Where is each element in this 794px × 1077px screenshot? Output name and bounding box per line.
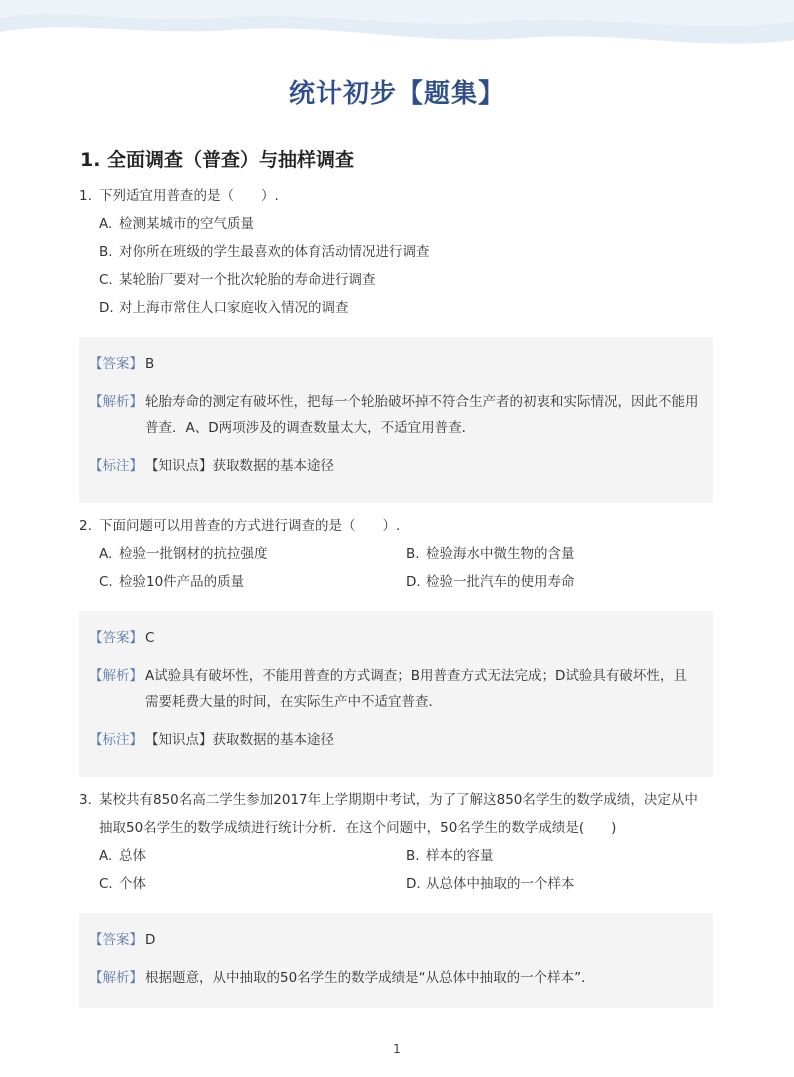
question-text: 下面问题可以用普查的方式进行调查的是（ ）. <box>99 518 401 534</box>
question-text: 下列适宜用普查的是（ ）. <box>99 188 279 204</box>
note-tag: 【标注】 <box>89 732 143 748</box>
answer-box-3 <box>79 913 713 1008</box>
note-row <box>89 727 699 753</box>
option-d: D. 检验一批汽车的使用寿命 <box>406 574 575 590</box>
question-stem <box>79 786 711 842</box>
analysis-tag: 【解析】 <box>89 970 143 986</box>
option-c: C. 检验10件产品的质量 <box>99 574 245 590</box>
question-number: 1. <box>79 188 92 204</box>
analysis-tag: 【解析】 <box>89 394 143 410</box>
option-list <box>79 540 794 596</box>
analysis-text: 根据题意，从中抽取的50名学生的数学成绩是“从总体中抽取的一个样本”． <box>145 970 595 986</box>
option-a: A. 检测某城市的空气质量 <box>99 216 254 232</box>
question-2 <box>79 512 794 596</box>
answer-value: B <box>145 356 155 372</box>
answer-tag: 【答案】 <box>89 356 143 372</box>
answer-value: C <box>145 630 155 646</box>
note-text: 【知识点】获取数据的基本途径 <box>145 732 334 748</box>
header-wave-decoration <box>0 0 794 60</box>
analysis-text: 轮胎寿命的测定有破坏性，把每一个轮胎破坏掉不符合生产者的初衷和实际情况，因此不能用普查．A、D两项涉及的调查数量太大，不适宜用普查． <box>145 394 699 436</box>
answer-box-1 <box>79 337 713 503</box>
option-list <box>79 842 794 898</box>
analysis-text: A试验具有破坏性，不能用普查的方式调查；B用普查方式无法完成；D试验具有破坏性，且需要耗费大量的时间，在实际生产中不适宜普查． <box>145 668 687 710</box>
answer-box-2 <box>79 611 713 777</box>
analysis-tag: 【解析】 <box>89 668 143 684</box>
answer-value: D <box>145 932 156 948</box>
analysis-row <box>89 389 699 441</box>
question-stem <box>79 512 711 540</box>
analysis-row <box>89 663 699 715</box>
note-tag: 【标注】 <box>89 458 143 474</box>
question-text: 某校共有850名高二学生参加2017年上学期期中考试，为了了解这850名学生的数学成绩，决定从中抽取50名学生的数学成绩进行统计分析．在这个问题中，50名学生的数学成绩是( ) <box>99 792 698 836</box>
analysis-row <box>89 965 699 991</box>
answer-tag: 【答案】 <box>89 630 143 646</box>
answer-row <box>89 351 699 377</box>
answer-tag: 【答案】 <box>89 932 143 948</box>
document-title: 统计初步【题集】 <box>288 79 505 109</box>
option-a: A. 总体 <box>99 848 146 864</box>
option-list <box>79 210 794 322</box>
page-number: 1 <box>393 1042 401 1056</box>
option-b: B. 样本的容量 <box>406 848 494 864</box>
option-d: D. 从总体中抽取的一个样本 <box>406 876 575 892</box>
option-d: D. 对上海市常住人口家庭收入情况的调查 <box>99 300 349 316</box>
option-a: A. 检验一批钢材的抗拉强度 <box>99 546 268 562</box>
answer-row <box>89 625 699 651</box>
option-c: C. 某轮胎厂要对一个批次轮胎的寿命进行调查 <box>99 272 376 288</box>
question-number: 3. <box>79 792 92 808</box>
section-title: 1. 全面调查（普查）与抽样调查 <box>80 149 355 171</box>
question-1 <box>79 182 794 322</box>
question-number: 2. <box>79 518 92 534</box>
note-row <box>89 453 699 479</box>
option-b: B. 对你所在班级的学生最喜欢的体育活动情况进行调查 <box>99 244 430 260</box>
question-3 <box>79 786 794 898</box>
option-b: B. 检验海水中微生物的含量 <box>406 546 575 562</box>
note-text: 【知识点】获取数据的基本途径 <box>145 458 334 474</box>
option-c: C. 个体 <box>99 876 146 892</box>
answer-row <box>89 927 699 953</box>
question-stem <box>79 182 711 210</box>
